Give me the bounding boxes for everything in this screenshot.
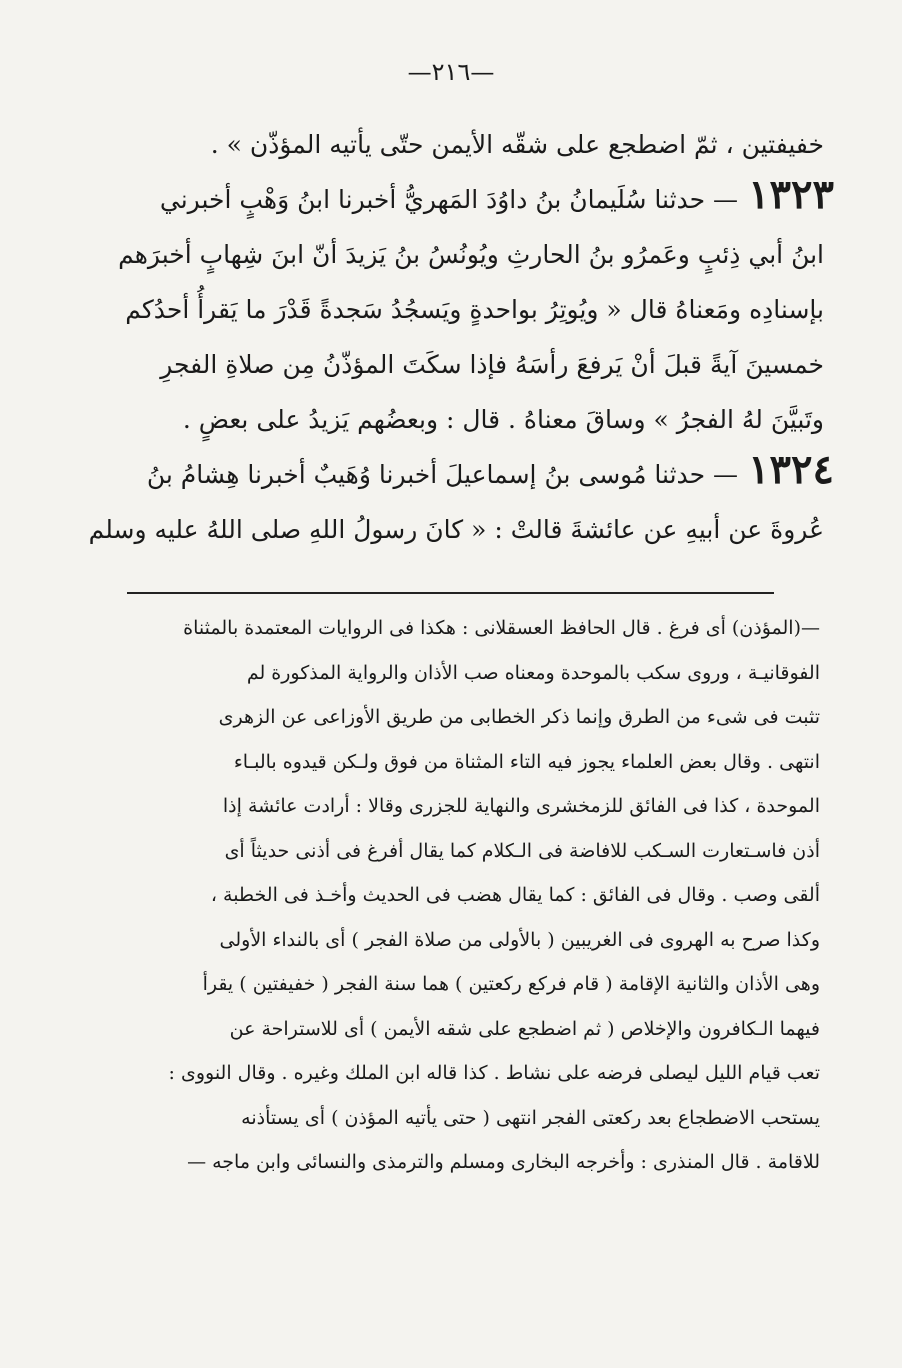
footnote-separator xyxy=(127,592,774,594)
main-line xyxy=(88,497,834,552)
main-line xyxy=(88,332,834,387)
footnote-line: فيهما الـكافرون والإخلاص ( ثم اضطجع على شقه الأيمن ) أى للاستراحة عن xyxy=(229,1017,820,1040)
main-line-text: خفيفتين ، ثمّ اضطجع على شقّه الأيمن حتّى يأتيه المؤذّن » . xyxy=(210,130,824,159)
main-line-text: — حدثنا سُلَيمانُ بنُ داوُدَ المَهريُّ أخبرنا ابنُ وَهْبٍ أخبرني xyxy=(159,185,739,214)
main-line xyxy=(88,167,834,222)
main-line-text: — حدثنا مُوسى بنُ إسماعيلَ أخبرنا وُهَيبٌ أخبرنا هِشامُ بنُ xyxy=(146,460,739,489)
footnote-line: الموحدة ، كذا فى الفائق للزمخشرى والنهاية للجزرى وقالا : أرادت عائشة إذا xyxy=(222,795,820,817)
footnotes xyxy=(100,606,820,1185)
main-line-text: عُروةَ عن أبيهِ عن عائشةَ قالتْ : « كانَ رسولُ اللهِ صلى اللهُ عليه وسلم xyxy=(88,515,824,544)
main-line xyxy=(88,112,834,167)
footnote-line: تعب قيام الليل ليصلى فرضه على نشاط . كذا قاله ابن الملك وغيره . وقال النووى : xyxy=(168,1062,820,1084)
footnote-line: يستحب الاضطجاع بعد ركعتى الفجر انتهى ( حتى يأتيه المؤذن ) أى يستأذنه xyxy=(241,1106,820,1129)
main-line xyxy=(88,222,834,277)
hadith-number: ١٣٢٣ xyxy=(748,171,834,218)
footnote-line: للاقامة . قال المنذرى : وأخرجه البخارى ومسلم والترمذى والنسائى وابن ماجه — xyxy=(187,1151,820,1173)
main-line-text: وتَبيَّنَ لهُ الفجرُ » وساقَ معناهُ . قال : وبعضُهم يَزيدُ على بعضٍ . xyxy=(182,405,824,434)
hadith-number: ١٣٢٤ xyxy=(748,446,834,493)
page-number: —٢١٦— xyxy=(407,58,495,86)
main-line xyxy=(88,277,834,332)
footnote-line: ألقى وصب . وقال فى الفائق : كما يقال هضب فى الحديث وأخـذ فى الخطبة ، xyxy=(210,884,820,906)
footnote-line: وكذا صرح به الهروى فى الغريبين ( بالأولى من صلاة الفجر ) أى بالنداء الأولى xyxy=(219,928,820,951)
main-hadith-text xyxy=(88,112,834,552)
main-line-text: ابنُ أبي ذِئبٍ وعَمرُو بنُ الحارثِ ويُونُسُ بنُ يَزيدَ أنّ ابنَ شِهابٍ أخبرَهم xyxy=(118,240,824,269)
main-line xyxy=(88,387,834,442)
main-line-text: بإسنادِه ومَعناهُ قال « ويُوتِرُ بواحدةٍ ويَسجُدُ سَجدةً قَدْرَ ما يَقرأُ أحدُكم xyxy=(125,295,824,324)
footnote-line: وهى الأذان والثانية الإقامة ( قام فركع ركعتين ) هما سنة الفجر ( خفيفتين ) يقرأ xyxy=(202,973,820,995)
footnote-line: —(المؤذن) أى فرغ . قال الحافظ العسقلانى : هكذا فى الروايات المعتمدة بالمثناة xyxy=(183,617,820,639)
main-line xyxy=(88,442,834,497)
footnote-line: انتهى . وقال بعض العلماء يجوز فيه التاء المثناة من فوق ولـكن قيدوه بالبـاء xyxy=(233,750,820,773)
footnote-line: تثبت فى شىء من الطرق وإنما ذكر الخطابى من طريق الأوزاعى عن الزهرى xyxy=(218,706,820,728)
footnote-line: الفوقانيـة ، وروى سكب بالموحدة ومعناه صب الأذان والرواية المذكورة لم xyxy=(246,661,820,684)
footnote-line: أذن فاسـتعارت السـكب للافاضة فى الـكلام كما يقال أفرغ فى أذنى حديثاً أى xyxy=(224,839,820,862)
main-line-text: خمسينَ آيةً قبلَ أنْ يَرفعَ رأسَهُ فإذا سكَتَ المؤذّنُ مِن صلاةِ الفجرِ xyxy=(160,350,824,379)
